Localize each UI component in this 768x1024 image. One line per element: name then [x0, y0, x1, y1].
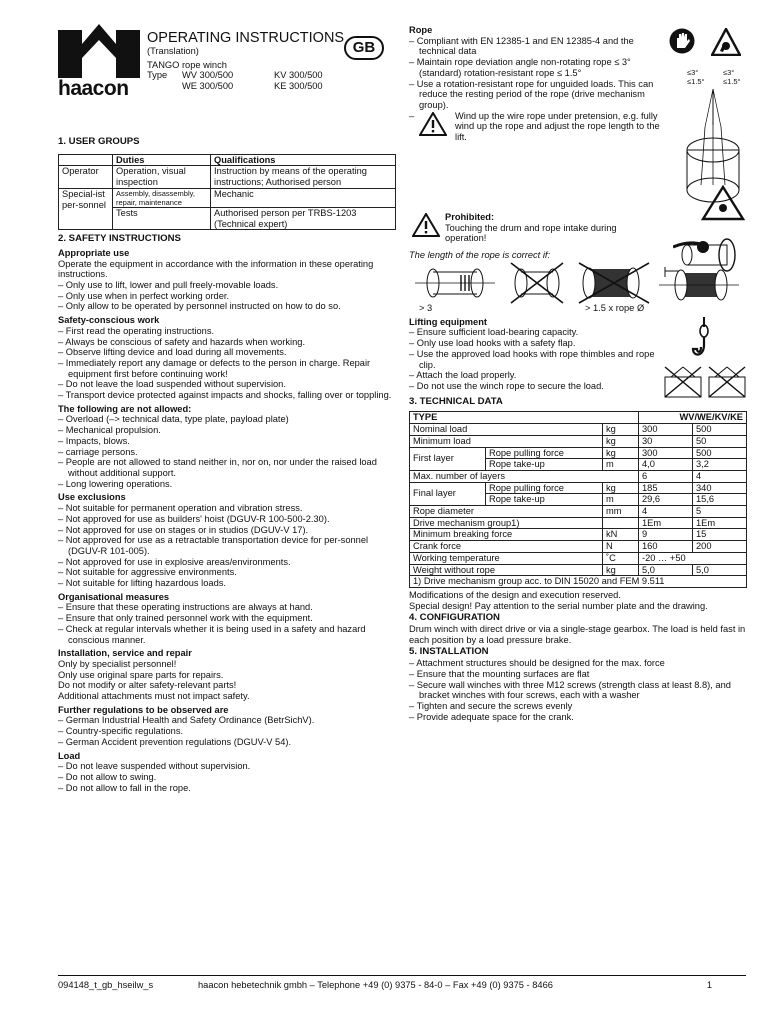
list-item: – Not approved for use as builders' hoist (DGUV-R 100-500-2.30).	[58, 514, 396, 525]
table-row	[59, 188, 396, 207]
bullet-list	[409, 36, 667, 111]
angle-label: ≤1.5°	[723, 77, 741, 86]
document-id: 094148_t_gb_hseilw_s	[58, 980, 154, 990]
table-row	[410, 482, 747, 494]
type-value: WE 300/500	[182, 81, 234, 92]
table-cell: N	[603, 541, 639, 553]
list-item: – carriage persons.	[58, 447, 396, 458]
list-item: – Do not use the winch rope to secure the load.	[409, 381, 657, 392]
list-item: – Not suitable for aggressive environments.	[58, 567, 396, 578]
table-cell: Mechanic	[211, 188, 396, 207]
table-cell: kg	[603, 424, 639, 436]
table-cell: 4	[693, 470, 747, 482]
logo-text: haacon	[58, 76, 129, 100]
rope-section	[409, 25, 747, 210]
type-value: WV 300/500	[182, 70, 234, 81]
bullet-list	[58, 326, 396, 401]
paragraph: Drum winch with direct drive or via a single-stage gearbox. The load is held fast in each position by a load pressure brake.	[409, 624, 746, 645]
table-cell: 4	[639, 506, 693, 518]
table-cell: Instruction by means of the operating instructions; Authorised person	[211, 166, 396, 188]
paragraph-line: Only use original spare parts for repairs.	[58, 669, 224, 680]
list-item: – Not approved for use on stages or in studios (DGUV-V 17).	[58, 525, 396, 536]
haacon-logo	[58, 24, 140, 100]
drum-overfull-wrong-diagram	[575, 261, 653, 305]
subsection-title: Safety-conscious work	[58, 315, 160, 326]
subsection-title: The following are not allowed:	[58, 403, 192, 414]
list-item: – Mechanical propulsion.	[58, 425, 396, 436]
table-cell: 185	[639, 482, 693, 494]
subsection-title: Lifting equipment	[409, 316, 487, 327]
table-row	[410, 506, 747, 518]
subtitle: (Translation)	[147, 46, 199, 56]
page-footer	[58, 975, 746, 990]
list-item: – German Accident prevention regulations (DGUV-V 54).	[58, 737, 396, 748]
table-cell: ˚C	[603, 552, 639, 564]
paragraph-line: Additional attachments must not impact safety.	[58, 691, 250, 702]
hand-crush-warning-icon	[711, 28, 741, 56]
section-heading: 4. CONFIGURATION	[409, 612, 500, 624]
table-cell: kg	[603, 447, 639, 459]
left-column	[58, 137, 396, 793]
table-cell: Operator	[59, 166, 113, 188]
bullet-list	[58, 503, 396, 589]
drum-wrong-diagram	[507, 261, 567, 305]
table-cell: Special-ist per-sonnel	[59, 188, 113, 229]
list-item: – Transport device protected against impacts and shocks, falling over or toppling.	[58, 390, 396, 401]
language-badge: GB	[344, 36, 384, 60]
drum-correct-diagram	[415, 263, 495, 303]
header-block	[147, 30, 347, 94]
warning-text: Wind up the wire rope under pretension, e.g. fully wind up the rope and adjust the rope length to the lift.	[455, 110, 660, 143]
table-footnote: 1) Drive mechanism group acc. to DIN 15020 and FEM 9.511	[410, 576, 747, 588]
table-cell: Rope pulling force	[486, 447, 603, 459]
warning-item: – Wind up the wire rope under pretension, e.g. fully wind up the rope and adjust the rope length to the lift.	[409, 110, 660, 143]
table-row	[410, 564, 747, 576]
bullet-list	[58, 715, 396, 747]
list-item: – Use a rotation-resistant rope for unguided loads. This can reduce the resting period of the rope (drive mechanism group).	[409, 79, 667, 111]
list-item: – Observe lifting device and load during all movements.	[58, 347, 396, 358]
product-name: TANGO rope winch	[147, 59, 227, 70]
list-item: – Do not leave suspended without supervision.	[58, 761, 396, 772]
list-item: – Check at regular intervals whether it is being used in a safety and hazard conscious manner.	[58, 624, 396, 645]
table-cell: Working temperature	[410, 552, 603, 564]
table-cell: 9	[639, 529, 693, 541]
list-item: – Country-specific regulations.	[58, 726, 396, 737]
table-cell: Weight without rope	[410, 564, 603, 576]
table-row	[410, 552, 747, 564]
table-cell: 3,2	[693, 459, 747, 471]
list-item: – Overload (–> technical data, type plate, payload plate)	[58, 414, 396, 425]
list-item: – Use the approved load hooks with rope thimbles and rope clip.	[409, 349, 657, 370]
table-cell: Rope take-up	[486, 459, 603, 471]
list-item: – Always be conscious of safety and hazards when working.	[58, 337, 396, 348]
table-header: Qualifications	[211, 154, 396, 166]
table-cell: 500	[693, 424, 747, 436]
table-cell: Assembly, disassembly, repair, maintenance	[113, 188, 211, 207]
table-cell: kg	[603, 435, 639, 447]
table-cell: 160	[639, 541, 693, 553]
table-cell: Operation, visual inspection	[113, 166, 211, 188]
list-item: – Tighten and secure the screws evenly	[409, 701, 747, 712]
angle-label: ≤3°	[687, 68, 699, 77]
rope-length-caption: The length of the rope is correct if:	[409, 250, 551, 260]
subsection-title: Organisational measures	[58, 591, 170, 602]
table-header: WV/WE/KV/KE	[639, 412, 747, 424]
list-item: – Ensure that the mounting surfaces are flat	[409, 669, 747, 680]
list-item: – Only use when in perfect working order.	[58, 291, 396, 302]
company-contact: haacon hebetechnik gmbh – Telephone +49 (0) 9375 - 84-0 – Fax +49 (0) 9375 - 8466	[198, 980, 553, 990]
table-cell: Crank force	[410, 541, 603, 553]
list-item: – Only use load hooks with a safety flap.	[409, 338, 657, 349]
table-cell: 15	[693, 529, 747, 541]
load-attachment-diagram	[663, 365, 749, 399]
list-item: – Attach the load properly.	[409, 370, 657, 381]
table-cell: kg	[603, 482, 639, 494]
table-row	[410, 447, 747, 459]
list-item: – Ensure that only trained personnel work with the equipment.	[58, 613, 396, 624]
bullet-list	[58, 280, 396, 312]
table-cell: Nominal load	[410, 424, 603, 436]
table-cell: 500	[693, 447, 747, 459]
list-item: – Ensure that these operating instructions are always at hand.	[58, 602, 396, 613]
subsection-title: Use exclusions	[58, 492, 126, 503]
table-row	[410, 517, 747, 529]
table-row	[410, 529, 747, 541]
list-item: – Secure wall winches with three M12 screws (strength class at least 8.8), and bracket winches with four screws, each with a washer	[409, 680, 747, 701]
table-cell: 1Em	[639, 517, 693, 529]
list-item: – Not suitable for permanent operation and vibration stress.	[58, 503, 396, 514]
table-header-row	[410, 412, 747, 424]
list-item: – Long lowering operations.	[58, 479, 396, 490]
rope-length-label: > 3	[419, 302, 433, 313]
paragraph-line: Only by specialist personnel!	[58, 658, 177, 669]
list-item: – Provide adequate space for the crank.	[409, 712, 747, 723]
angle-label: ≤1.5°	[687, 77, 705, 86]
section-heading: 2. SAFETY INSTRUCTIONS	[58, 233, 181, 245]
table-cell: 30	[639, 435, 693, 447]
list-item: – Do not allow to swing.	[58, 772, 396, 783]
table-cell: m	[603, 494, 639, 506]
load-hook-icon	[689, 317, 719, 363]
section-heading: 1. USER GROUPS	[58, 136, 140, 147]
list-item: – Only use to lift, lower and pull freely-movable loads.	[58, 280, 396, 291]
table-cell: Minimum load	[410, 435, 603, 447]
table-cell: Tests	[113, 207, 211, 229]
table-cell: Rope diameter	[410, 506, 603, 518]
bullet-list	[409, 658, 747, 722]
list-item: – Immediately report any damage or defects to the person in charge. Repair equipment first before continuing work!	[58, 358, 396, 379]
warning-triangle-icon	[412, 213, 440, 237]
table-cell: Drive mechanism group1)	[410, 517, 603, 529]
warning-triangle-icon	[419, 112, 447, 136]
list-item: – Not approved for use in explosive areas/environments.	[58, 557, 396, 568]
list-item: – Not approved for use as a retractable transportation device for per-sonnel (DGUV-R 101-005).	[58, 535, 396, 556]
table-cell: m	[603, 459, 639, 471]
table-cell: 340	[693, 482, 747, 494]
drum-correct-fill-diagram	[659, 261, 739, 305]
angle-label: ≤3°	[723, 68, 735, 77]
table-row	[410, 576, 747, 588]
table-cell: 6	[639, 470, 693, 482]
technical-data-table	[409, 411, 747, 588]
table-row	[410, 435, 747, 447]
prohibited-text: Touching the drum and rope intake during operation!	[445, 222, 617, 244]
table-cell: 1Em	[693, 517, 747, 529]
table-cell: 200	[693, 541, 747, 553]
list-item: – Do not allow to fall in the rope.	[58, 783, 396, 794]
lifting-section	[409, 317, 747, 397]
table-cell: 300	[639, 447, 693, 459]
table-cell: -20 … +50	[639, 552, 747, 564]
list-item: – Attachment structures should be designed for the max. force	[409, 658, 747, 669]
table-cell: Final layer	[410, 482, 486, 505]
table-header: TYPE	[410, 412, 639, 424]
haacon-logo-mark	[58, 24, 140, 78]
subsection-title: Rope	[409, 25, 433, 35]
user-groups-table	[58, 154, 396, 231]
list-item: – Only allow to be operated by personnel instructed on how to do so.	[58, 301, 396, 312]
table-cell: Rope pulling force	[486, 482, 603, 494]
type-value: KE 300/500	[274, 81, 323, 92]
list-item: – People are not allowed to stand neither in, nor on, nor under the raised load without additional support.	[58, 457, 396, 478]
type-label: Type	[147, 70, 168, 81]
paragraph-line: Special design! Pay attention to the serial number plate and the drawing.	[409, 600, 708, 611]
table-row	[410, 470, 747, 482]
type-value: KV 300/500	[274, 70, 323, 81]
prohibited-notice	[409, 210, 649, 250]
table-cell: 5,0	[693, 564, 747, 576]
subsection-title: Installation, service and repair	[58, 648, 192, 659]
paragraph-line: Modifications of the design and execution reserved.	[409, 589, 621, 600]
rope-length-label: > 1.5 x rope Ø	[585, 302, 645, 313]
table-cell: 300	[639, 424, 693, 436]
list-item: – Compliant with EN 12385-1 and EN 12385-4 and the technical data	[409, 36, 667, 57]
table-cell: kg	[603, 564, 639, 576]
page-title: OPERATING INSTRUCTIONS	[147, 30, 345, 46]
table-cell: mm	[603, 506, 639, 518]
bullet-list	[409, 327, 657, 391]
table-header-row	[59, 154, 396, 166]
page-number: 1	[706, 980, 712, 990]
table-row	[59, 166, 396, 188]
table-cell: Authorised person per TRBS-1203 (Technical expert)	[211, 207, 396, 229]
bullet-list	[58, 761, 396, 793]
bullet-list	[58, 414, 396, 489]
section-heading: 3. TECHNICAL DATA	[409, 395, 503, 407]
table-row	[410, 424, 747, 436]
right-column	[409, 25, 747, 722]
table-cell: 5,0	[639, 564, 693, 576]
list-item: – Ensure sufficient load-bearing capacity.	[409, 327, 657, 338]
table-cell: 29,6	[639, 494, 693, 506]
table-cell: First layer	[410, 447, 486, 470]
list-item: – First read the operating instructions.	[58, 326, 396, 337]
table-cell: kN	[603, 529, 639, 541]
table-cell: 50	[693, 435, 747, 447]
subsection-title: Load	[58, 750, 81, 761]
list-item: – Do not leave the load suspended without supervision.	[58, 379, 396, 390]
table-header	[59, 154, 113, 166]
subsection-title: Appropriate use	[58, 247, 130, 258]
table-cell: Rope take-up	[486, 494, 603, 506]
table-cell: 5	[693, 506, 747, 518]
bullet-list	[58, 602, 396, 645]
paragraph: Operate the equipment in accordance with the information in these operating instructions.	[58, 258, 374, 280]
list-item: – Not suitable for lifting hazardous loads.	[58, 578, 396, 589]
table-cell: Minimum breaking force	[410, 529, 603, 541]
paragraph-line: Do not modify or alter safety-relevant parts!	[58, 680, 237, 691]
table-header: Duties	[113, 154, 211, 166]
protective-gloves-icon	[669, 28, 695, 54]
table-cell: 4,0	[639, 459, 693, 471]
prohibited-title: Prohibited:	[445, 212, 495, 222]
rope-length-diagrams	[409, 261, 747, 315]
list-item: – German Industrial Health and Safety Ordinance (BetrSichV).	[58, 715, 396, 726]
table-cell: Max. number of layers	[410, 470, 639, 482]
subsection-title: Further regulations to be observed are	[58, 704, 229, 715]
table-cell	[603, 517, 639, 529]
table-row	[410, 541, 747, 553]
table-cell: 15,6	[693, 494, 747, 506]
list-item: – Impacts, blows.	[58, 436, 396, 447]
list-item: – Maintain rope deviation angle non-rotating rope ≤ 3° (standard) rotation-resistant rope ≤ 1.5°	[409, 57, 667, 78]
section-heading: 5. INSTALLATION	[409, 646, 489, 658]
